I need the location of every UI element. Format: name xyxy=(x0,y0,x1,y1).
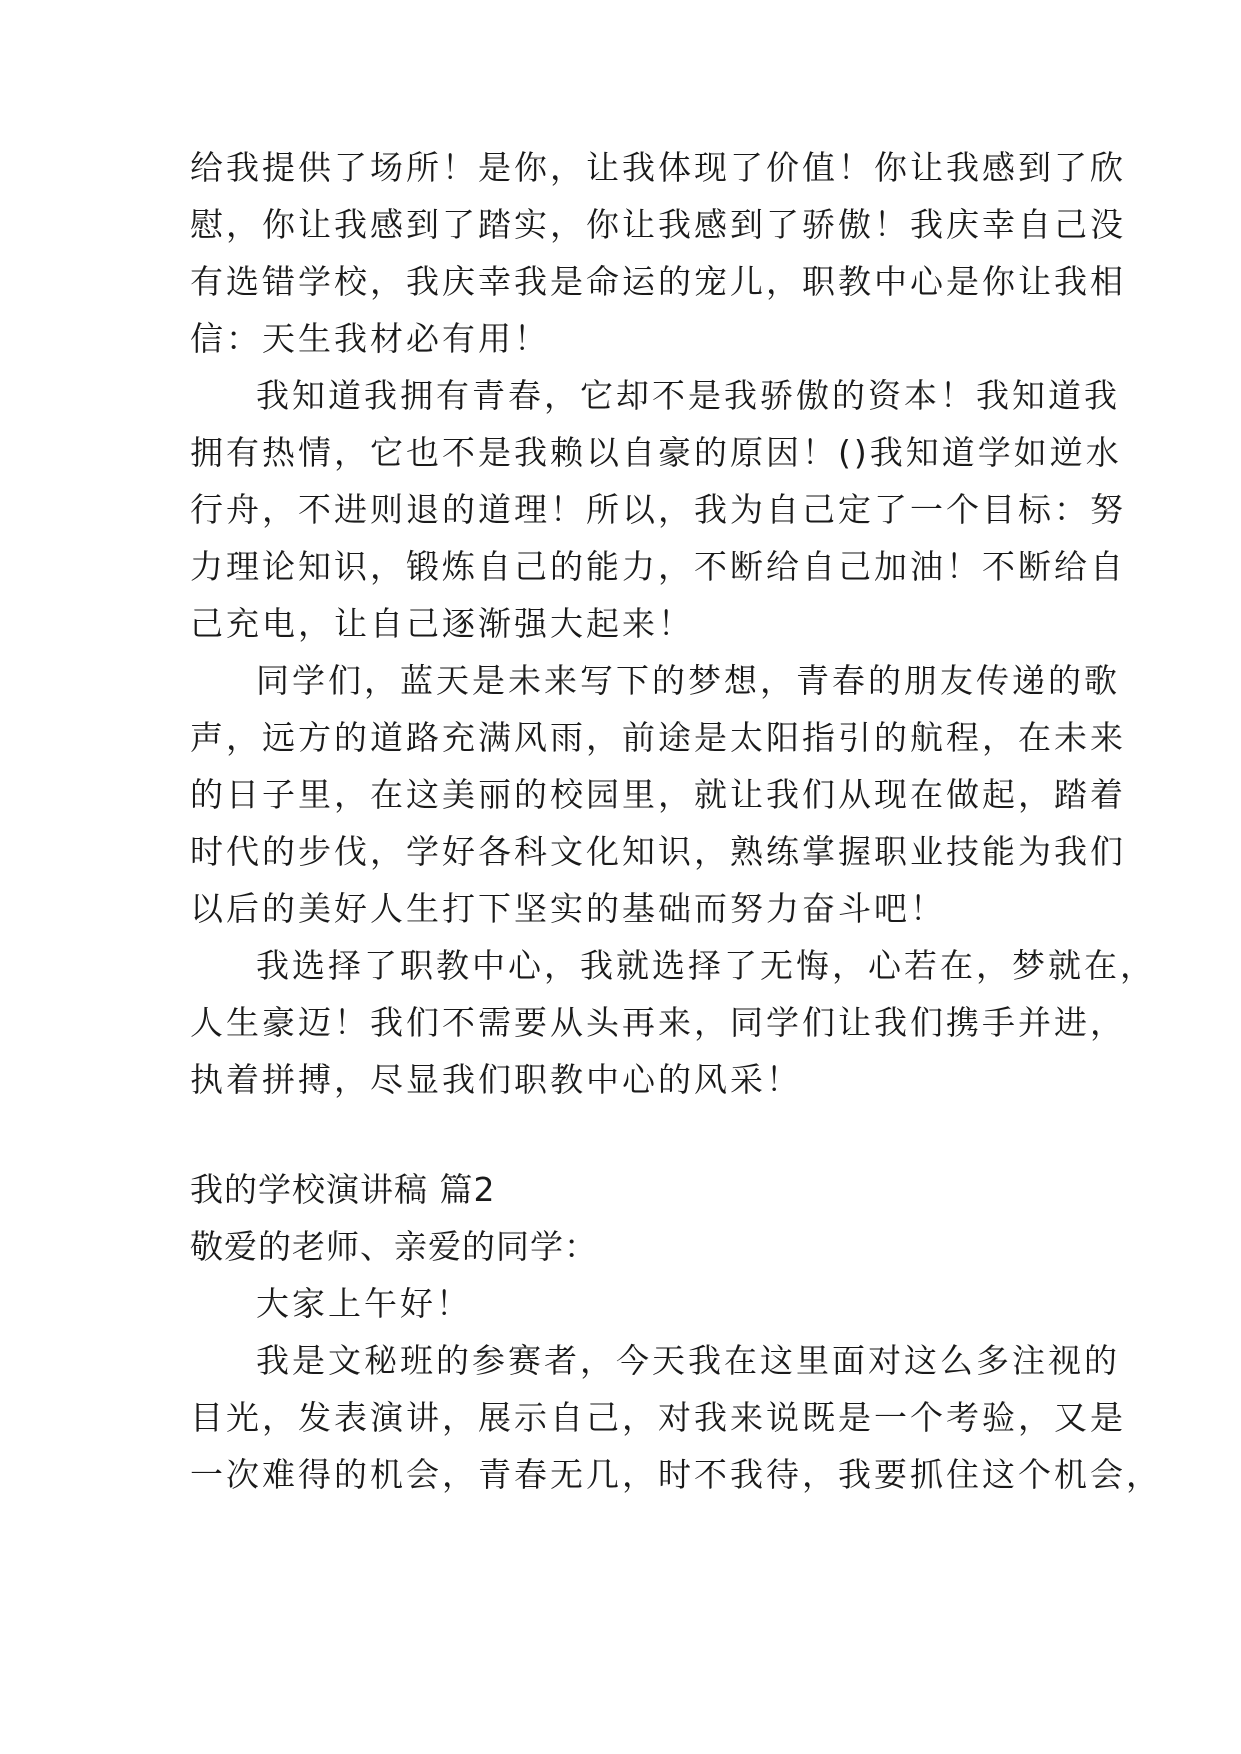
text-line: 执着拼搏，尽显我们职教中心的风采！ xyxy=(190,1060,802,1099)
text-line: 人生豪迈！我们不需要从头再来，同学们让我们携手并进， xyxy=(190,1003,1126,1042)
salutation: 敬爱的老师、亲爱的同学： xyxy=(190,1227,598,1266)
text-line: 拥有热情，它也不是我赖以自豪的原因！()我知道学如逆水 xyxy=(190,433,1122,472)
paragraph-first-line: 我知道我拥有青春，它却不是我骄傲的资本！我知道我 xyxy=(256,376,1120,415)
text-line: 以后的美好人生打下坚实的基础而努力奋斗吧！ xyxy=(190,889,946,928)
text-line: 一次难得的机会，青春无几，时不我待，我要抓住这个机会， xyxy=(190,1455,1162,1494)
text-line: 目光，发表演讲，展示自己，对我来说既是一个考验，又是 xyxy=(190,1398,1126,1437)
text-line: 声，远方的道路充满风雨，前途是太阳指引的航程，在未来 xyxy=(190,718,1126,757)
greeting: 大家上午好！ xyxy=(256,1284,472,1323)
paragraph-first-line: 我是文秘班的参赛者，今天我在这里面对这么多注视的 xyxy=(256,1341,1120,1380)
text-line: 行舟，不进则退的道理！所以，我为自己定了一个目标：努 xyxy=(190,490,1126,529)
text-line: 的日子里，在这美丽的校园里，就让我们从现在做起，踏着 xyxy=(190,775,1126,814)
paragraph-first-line: 我选择了职教中心，我就选择了无悔，心若在，梦就在， xyxy=(256,946,1156,985)
text-line: 信：天生我材必有用！ xyxy=(190,319,550,358)
paragraph-first-line: 同学们，蓝天是未来写下的梦想，青春的朋友传递的歌 xyxy=(256,661,1120,700)
text-line: 有选错学校，我庆幸我是命运的宠儿，职教中心是你让我相 xyxy=(190,262,1126,301)
text-line: 时代的步伐，学好各科文化知识，熟练掌握职业技能为我们 xyxy=(190,832,1126,871)
section-title: 我的学校演讲稿 篇2 xyxy=(190,1170,496,1209)
text-line: 给我提供了场所！是你，让我体现了价值！你让我感到了欣 xyxy=(190,148,1126,187)
text-line: 己充电，让自己逐渐强大起来！ xyxy=(190,604,694,643)
text-line: 慰，你让我感到了踏实，你让我感到了骄傲！我庆幸自己没 xyxy=(190,205,1126,244)
text-line: 力理论知识，锻炼自己的能力，不断给自己加油！不断给自 xyxy=(190,547,1126,586)
